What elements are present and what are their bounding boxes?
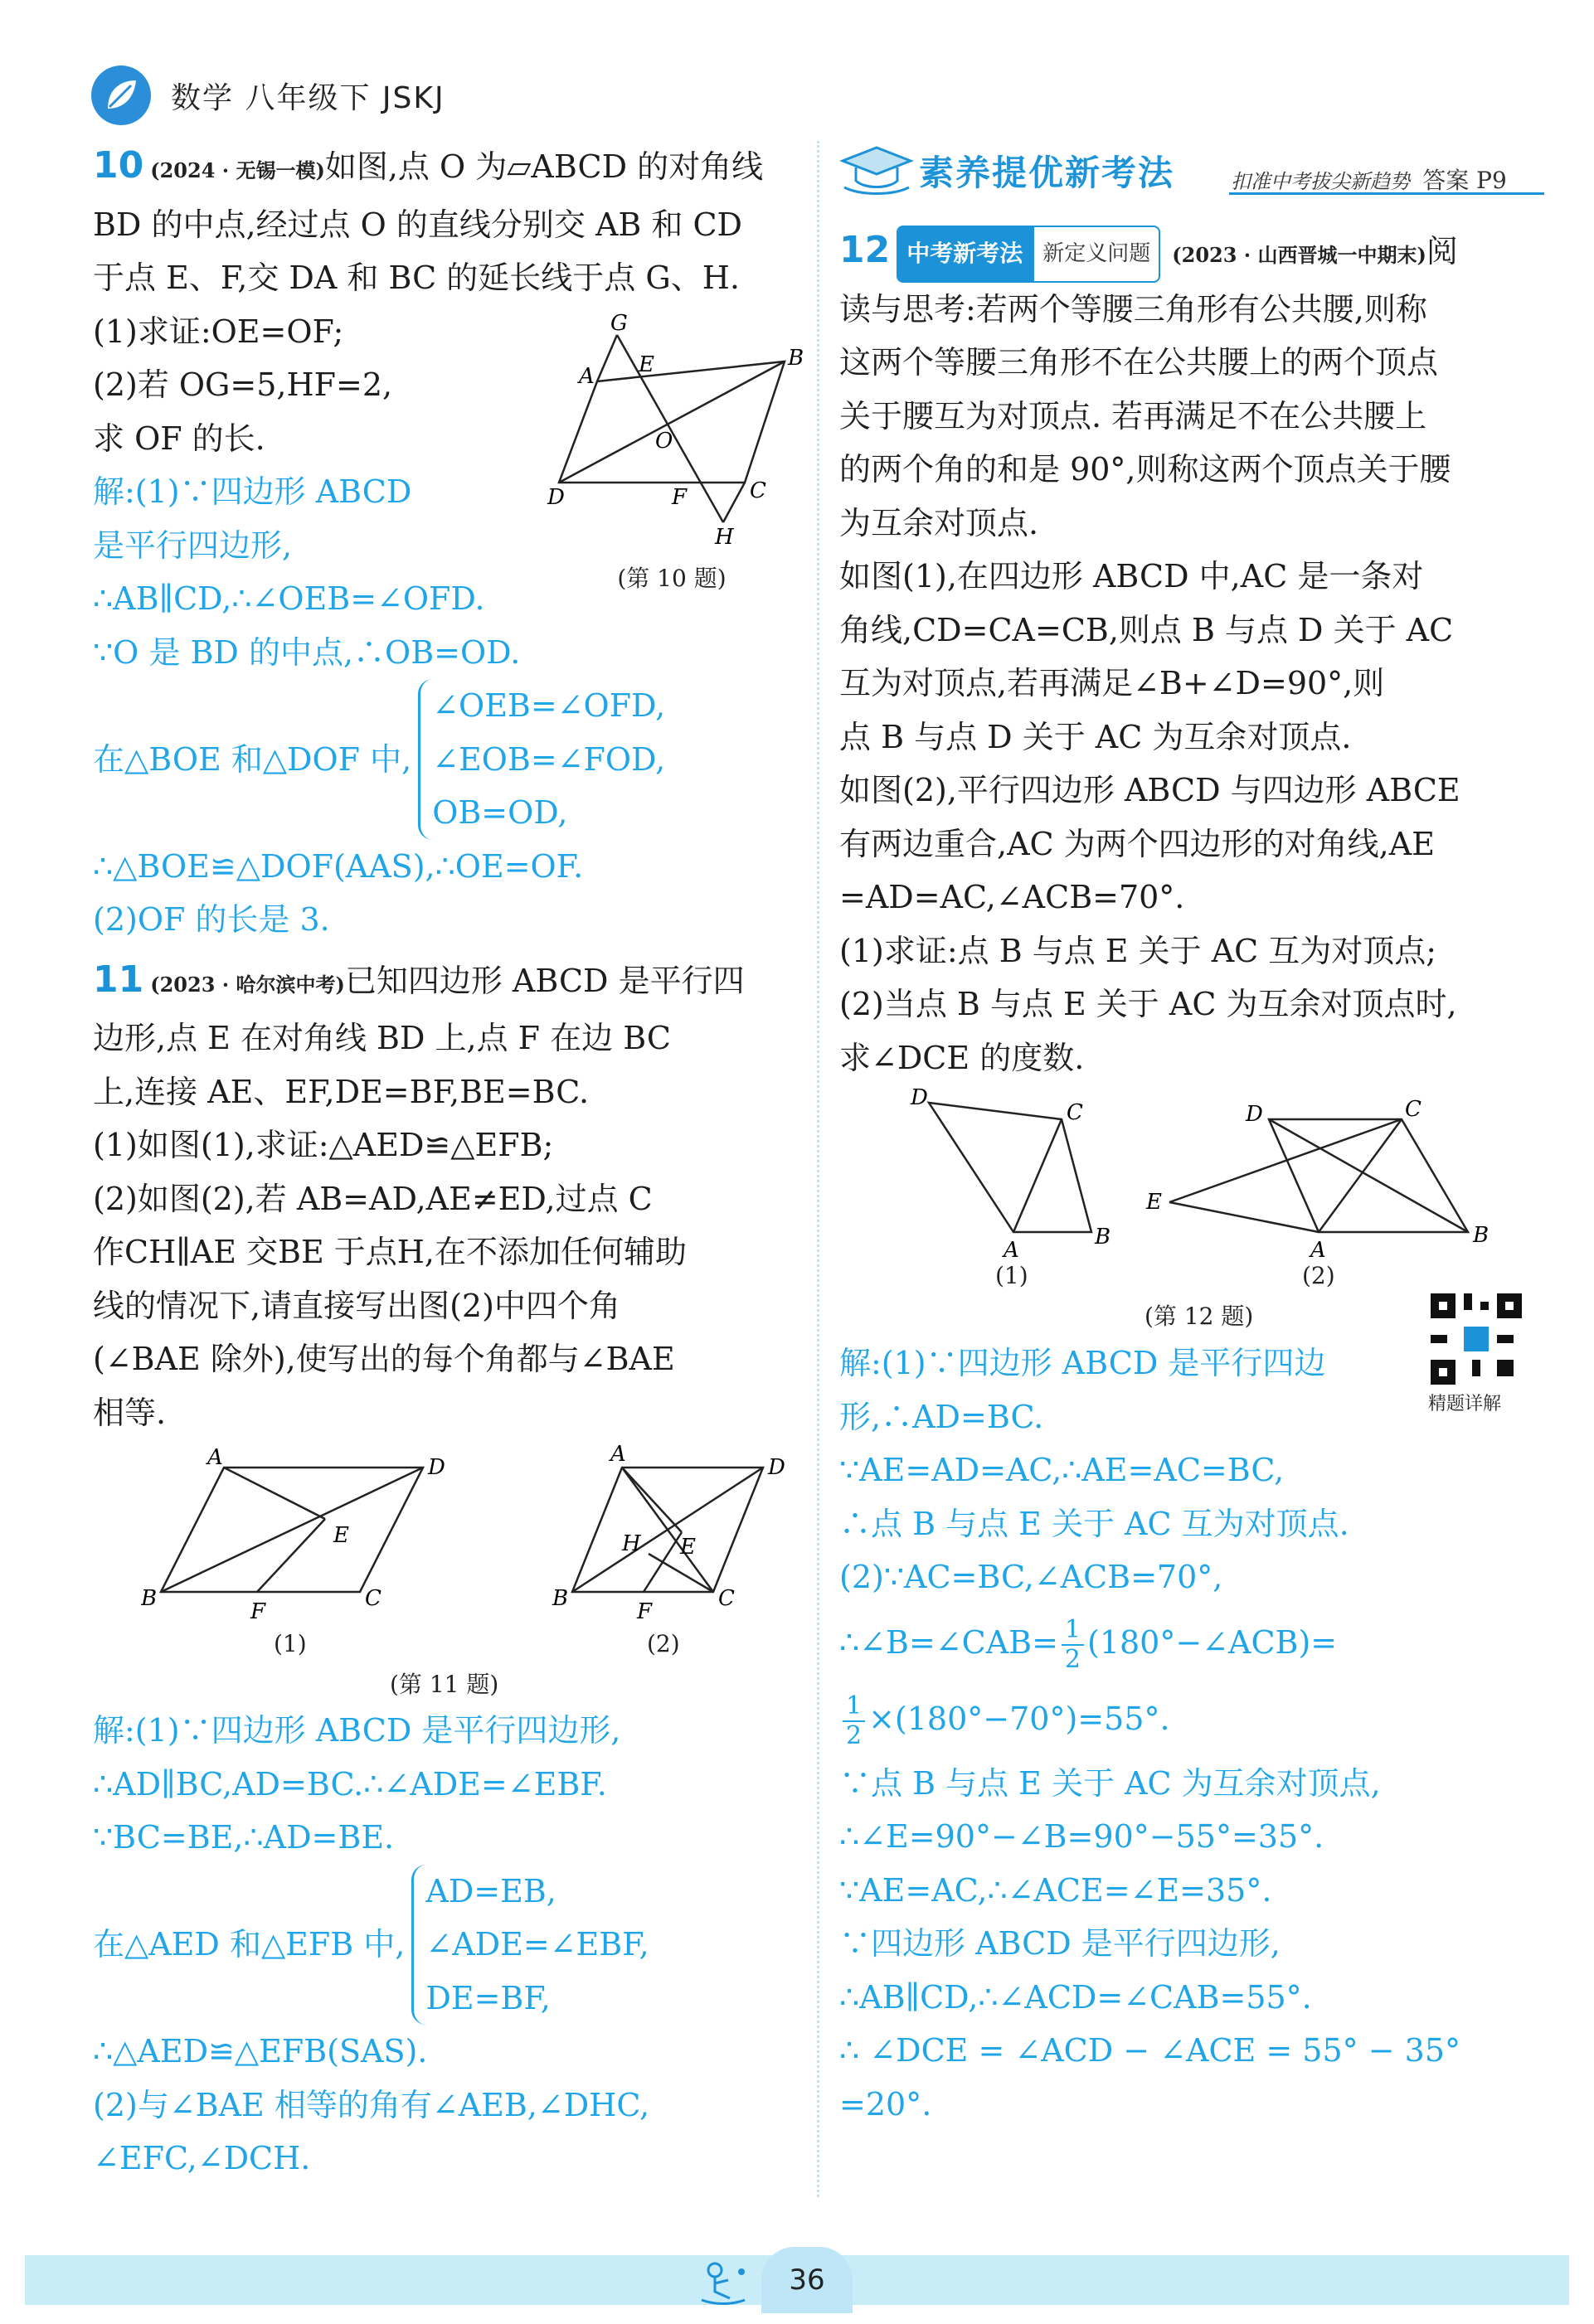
question-text: 关于腰互为对顶点. 若再满足不在公共腰上 — [839, 397, 1427, 434]
figure-caption: (第 12 题) — [1144, 1303, 1254, 1330]
answer-reference: 答案 P9 — [1422, 167, 1507, 194]
question-text: 如图(1),在四边形 ABCD 中,AC 是一条对 — [839, 558, 1424, 595]
question-text: BD 的中点,经过点 O 的直线分别交 AB 和 CD — [93, 206, 743, 243]
svg-text:D: D — [911, 1086, 928, 1110]
brace-item: ∠EOB=∠FOD, — [432, 740, 666, 778]
question-text: 线的情况下,请直接写出图(2)中四个角 — [93, 1287, 620, 1324]
svg-text:D: D — [768, 1455, 785, 1480]
equation-brace — [418, 679, 665, 840]
figure-12-2 — [1145, 1097, 1489, 1263]
question-text: 已知四边形 ABCD 是平行四 — [344, 962, 745, 999]
question-source: (2023 · 哈尔滨中考) — [150, 972, 345, 997]
solution-12 — [839, 1337, 1544, 2131]
solution-line: ∵AE=AD=AC,∴AE=AC=BC, — [839, 1452, 1285, 1488]
svg-text:E: E — [680, 1535, 696, 1560]
question-text: (1)如图(1),求证:△AED≌△EFB; — [93, 1127, 554, 1163]
question-text: 点 B 与点 D 关于 AC 为互余对顶点. — [839, 718, 1352, 755]
solution-line: 形,∴AD=BC. — [839, 1398, 1044, 1435]
graduation-cap-icon — [839, 141, 914, 199]
question-text: 相等. — [93, 1394, 167, 1431]
svg-text:C: C — [1067, 1100, 1083, 1125]
question-text: 有两边重合,AC 为两个四边形的对角线,AE — [839, 825, 1435, 862]
solution-line: 在△BOE 和△DOF 中, — [93, 740, 412, 778]
solution-line: ∴ ∠DCE = ∠ACD − ∠ACE = 55° − 35° — [839, 2032, 1460, 2069]
label-E: E — [639, 352, 654, 377]
label-A: A — [579, 364, 595, 389]
solution-11 — [93, 1704, 798, 2186]
solution-line: 是平行四边形, — [93, 526, 293, 564]
question-text: 如图,点 O 为▱ABCD 的对角线 — [324, 148, 764, 185]
page-header — [91, 58, 445, 133]
label-F: F — [672, 485, 688, 510]
figure-sub-caption: (2) — [647, 1630, 680, 1657]
svg-text:B: B — [1473, 1223, 1490, 1248]
question-text: (2)如图(2),若 AB=AD,AE≠ED,过点 C — [93, 1180, 653, 1217]
label-D: D — [547, 485, 565, 510]
solution-line: (2)与∠BAE 相等的角有∠AEB,∠DHC, — [93, 2086, 650, 2123]
solution-line: ∴AB∥CD,∴∠OEB=∠OFD. — [93, 580, 485, 617]
tag-new-definition: 新定义问题 — [1033, 226, 1160, 283]
question-text: 角线,CD=CA=CB,则点 B 与点 D 关于 AC — [839, 611, 1454, 648]
question-number: 11 — [93, 958, 144, 1001]
figure-sub-caption: (2) — [1302, 1262, 1335, 1289]
section-banner — [839, 141, 1544, 207]
figure-11 — [141, 1443, 796, 1708]
svg-text:H: H — [622, 1531, 641, 1556]
fraction: $\frac{1}{2}$ — [1062, 1616, 1084, 1674]
svg-text:F: F — [250, 1599, 266, 1624]
figure-11-2 — [552, 1443, 785, 1624]
solution-line: ∴AB∥CD,∴∠ACD=∠CAB=55°. — [839, 1978, 1312, 2016]
solution-line: =20°. — [839, 2085, 932, 2123]
reader-mascot-icon — [690, 2259, 756, 2308]
label-C: C — [750, 478, 766, 503]
solution-line: ∵四边形 ABCD 是平行四边形, — [839, 1925, 1281, 1962]
leaf-logo-icon — [91, 65, 151, 125]
question-text: 阅 — [1426, 233, 1458, 269]
brace-item: OB=OD, — [432, 794, 568, 831]
subject-title: 数学 八年级下 JSKJ — [171, 80, 445, 115]
solution-line: ∴∠E=90°−∠B=90°−55°=35°. — [839, 1818, 1324, 1855]
brace-item: AD=EB, — [425, 1872, 556, 1909]
label-H: H — [715, 525, 734, 550]
figure-12-diagrams — [904, 1086, 1534, 1269]
solution-line: (2)∵AC=BC,∠ACB=70°, — [839, 1559, 1223, 1595]
label-O: O — [655, 429, 673, 454]
question-text: 边形,点 E 在对角线 BD 上,点 F 在边 BC — [93, 1020, 671, 1056]
figure-caption: (第 11 题) — [390, 1671, 499, 1698]
figure-10 — [539, 307, 804, 592]
question-text: 读与思考:若两个等腰三角形有公共腰,则称 — [839, 290, 1427, 327]
question-text: 于点 E、F,交 DA 和 BC 的延长线于点 G、H. — [93, 260, 740, 296]
svg-text:E: E — [1146, 1190, 1162, 1215]
fraction: $\frac{1}{2}$ — [843, 1692, 865, 1750]
solution-line: 在△AED 和△EFB 中, — [93, 1926, 406, 1963]
page-number: 36 — [761, 2247, 853, 2313]
brace-item: ∠OEB=∠OFD, — [432, 687, 666, 724]
svg-text:E: E — [333, 1523, 349, 1548]
svg-text:B: B — [1095, 1225, 1111, 1249]
column-divider — [817, 141, 819, 2197]
solution-line: ∴△BOE≌△DOF(AAS),∴OE=OF. — [93, 847, 584, 885]
solution-line: $\frac{1}{2}$ ×(180°−70°)=55°. — [839, 1681, 1544, 1757]
question-text: 如图(2),平行四边形 ABCD 与四边形 ABCE — [839, 772, 1460, 809]
question-text: (∠BAE 除外),使写出的每个角都与∠BAE — [93, 1341, 675, 1377]
svg-text:A: A — [1310, 1238, 1326, 1263]
page-footer — [0, 2247, 1594, 2324]
solution-line: ∴点 B 与点 E 关于 AC 互为对顶点. — [839, 1505, 1349, 1542]
brace-item: ∠ADE=∠EBF, — [425, 1926, 649, 1963]
question-11 — [93, 953, 798, 1440]
question-text: 互为对顶点,若再满足∠B+∠D=90°,则 — [839, 665, 1385, 702]
solution-line: 解:(1)∵四边形 ABCD 是平行四边 — [839, 1345, 1326, 1381]
brace-item: DE=BF, — [425, 1979, 551, 2016]
solution-line: ∵AE=AC,∴∠ACE=∠E=35°. — [839, 1871, 1272, 1909]
question-text: 求 OF 的长. — [93, 420, 265, 457]
figure-sub-caption: (1) — [274, 1630, 307, 1657]
svg-text:D: D — [1246, 1102, 1263, 1127]
question-text: (2)若 OG=5,HF=2, — [93, 366, 393, 403]
question-text: 上,连接 AE、EF,DE=BF,BE=BC. — [93, 1073, 590, 1110]
svg-text:B: B — [552, 1586, 569, 1611]
solution-line: ∠EFC,∠DCH. — [93, 2140, 311, 2176]
figure-caption: (第 10 题) — [617, 565, 727, 592]
section-underline — [1229, 192, 1544, 195]
figure-10-diagram — [539, 307, 804, 556]
figure-sub-caption: (1) — [995, 1262, 1028, 1289]
label-G: G — [610, 311, 628, 336]
question-source: (2023 · 山西晋城一中期末) — [1172, 243, 1426, 267]
svg-text:D: D — [428, 1455, 445, 1480]
solution-line: 解:(1)∵四边形 ABCD — [93, 473, 412, 510]
question-text: (1)求证:OE=OF; — [93, 313, 344, 350]
qr-label: 精题详解 — [1428, 1394, 1502, 1414]
section-title: 素养提优新考法 — [919, 153, 1175, 193]
solution-line: ∵BC=BE,∴AD=BE. — [93, 1819, 395, 1856]
solution-line: 解:(1)∵四边形 ABCD 是平行四边形, — [93, 1712, 621, 1749]
question-text: (1)求证:点 B 与点 E 关于 AC 互为对顶点; — [839, 932, 1437, 969]
question-number: 10 — [93, 144, 144, 187]
svg-text:A: A — [1004, 1238, 1019, 1263]
figure-11-diagrams — [141, 1443, 796, 1642]
solution-line: ∵O 是 BD 的中点,∴OB=OD. — [93, 633, 521, 671]
solution-line: ∴△AED≌△EFB(SAS). — [93, 2033, 428, 2069]
question-text: 为互余对顶点. — [839, 504, 1039, 541]
question-text: (2)当点 B 与点 E 关于 AC 为互余对顶点时, — [839, 986, 1457, 1023]
question-text: 这两个等腰三角形不在公共腰上的两个顶点 — [839, 344, 1439, 381]
solution-line: ∴∠B=∠CAB= $\frac{1}{2}$ (180°−∠ACB)= — [839, 1615, 1338, 1674]
svg-text:F: F — [637, 1599, 653, 1624]
tag-new-exam-method: 中考新考法 — [897, 226, 1033, 283]
svg-text:C: C — [365, 1586, 381, 1611]
question-text: =AD=AC,∠ACB=70°. — [839, 879, 1185, 916]
question-12 — [839, 224, 1543, 1084]
solution-line: ∴AD∥BC,AD=BC.∴∠ADE=∠EBF. — [93, 1765, 607, 1802]
figure-11-1 — [141, 1445, 445, 1624]
equation-brace — [411, 1865, 649, 2026]
svg-text:B: B — [141, 1586, 158, 1611]
svg-text:A: A — [207, 1445, 223, 1470]
question-text: 作CH∥AE 交BE 于点H,在不添加任何辅助 — [93, 1234, 687, 1270]
section-subtitle: 扣准中考拔尖新趋势 答案 P9 — [1231, 167, 1507, 194]
svg-text:A: A — [610, 1443, 626, 1467]
question-source: (2024 · 无锡一模) — [150, 158, 325, 182]
figure-12-1 — [910, 1086, 1110, 1263]
svg-text:C: C — [718, 1586, 735, 1611]
question-number: 12 — [839, 229, 891, 271]
solution-line: (2)OF 的长是 3. — [93, 901, 330, 938]
question-text: 的两个角的和是 90°,则称这两个顶点关于腰 — [839, 451, 1451, 488]
solution-line: ∵点 B 与点 E 关于 AC 为互余对顶点, — [839, 1764, 1381, 1802]
question-text: 求∠DCE 的度数. — [839, 1039, 1085, 1076]
label-B: B — [788, 346, 804, 371]
svg-text:C: C — [1405, 1097, 1421, 1122]
